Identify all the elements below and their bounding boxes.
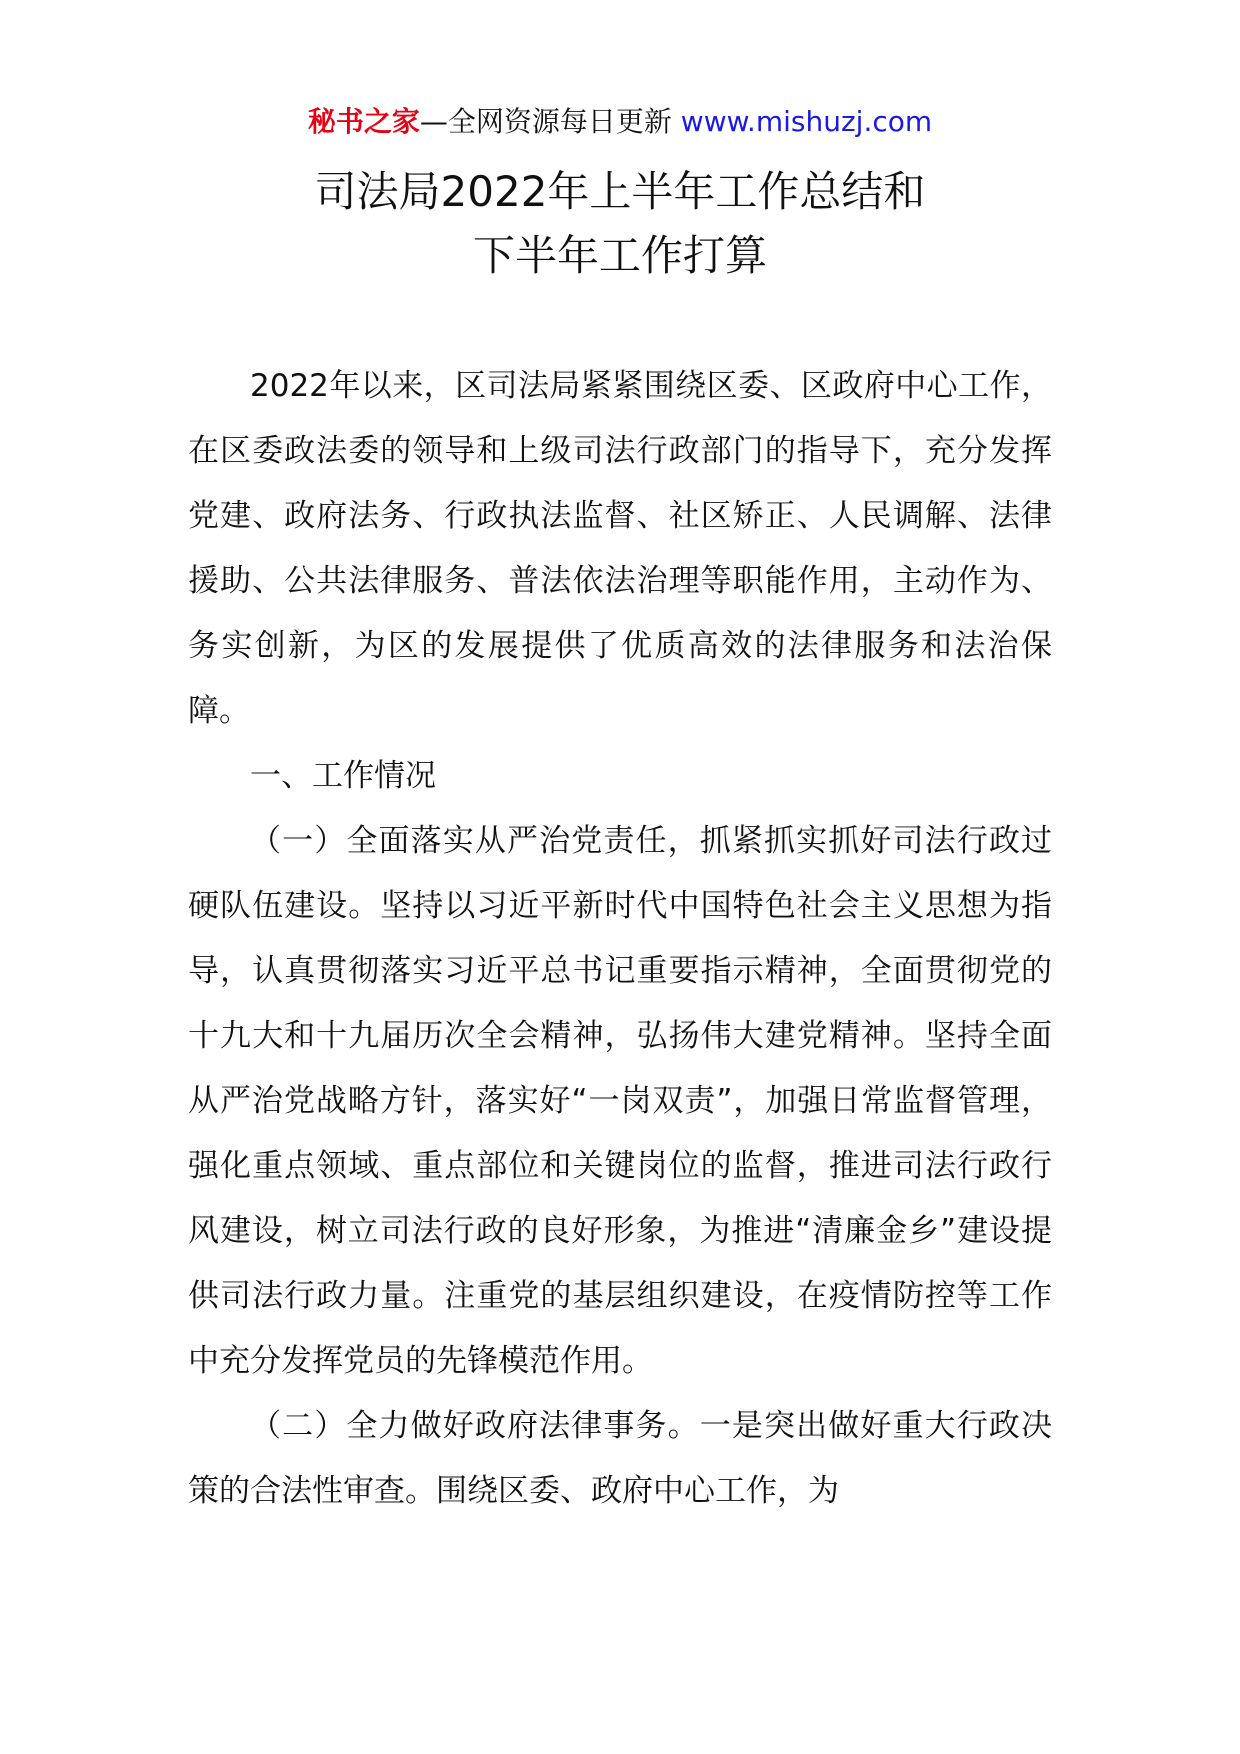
- watermark-url: www.mishuzj.com: [680, 105, 933, 138]
- title-line-1: 司法局2022年上半年工作总结和: [314, 167, 926, 216]
- paragraph-party-discipline: （一）全面落实从严治党责任，抓紧抓实抓好司法行政过硬队伍建设。坚持以习近平新时代中国特色社会主义思想为指导，认真贯彻落实习近平总书记重要指示精神，全面贯彻党的十九大和十九届历次全会精神，弘扬伟大建党精神。坚持全面从严治党战略方针，落实好“一岗双责”，加强日常监督管理，强化重点领域、重点部位和关键岗位的监督，推进司法行政行风建设，树立司法行政的良好形象，为推进“清廉金乡”建设提供司法行政力量。注重党的基层组织建设，在疫情防控等工作中充分发挥党员的先锋模范作用。: [188, 823, 1052, 1379]
- document-body: [188, 354, 1052, 1524]
- watermark-header: [0, 100, 1240, 144]
- watermark-slogan: —全网资源每日更新: [419, 105, 672, 138]
- section-heading-work-status: 一、工作情况: [250, 758, 436, 794]
- paragraph-intro: 2022年以来，区司法局紧紧围绕区委、区政府中心工作，在区委政法委的领导和上级司法行政部门的指导下，充分发挥党建、政府法务、行政执法监督、社区矫正、人民调解、法律援助、公共法律服务、普法依法治理等职能作用，主动作为、务实创新，为区的发展提供了优质高效的法律服务和法治保障。: [188, 368, 1052, 729]
- watermark-brand: 秘书之家: [307, 105, 420, 138]
- document-title: [0, 160, 1240, 288]
- title-line-2: 下半年工作打算: [472, 231, 767, 280]
- paragraph-government-legal-affairs: （二）全力做好政府法律事务。一是突出做好重大行政决策的合法性审查。围绕区委、政府中心工作，为: [188, 1408, 1052, 1509]
